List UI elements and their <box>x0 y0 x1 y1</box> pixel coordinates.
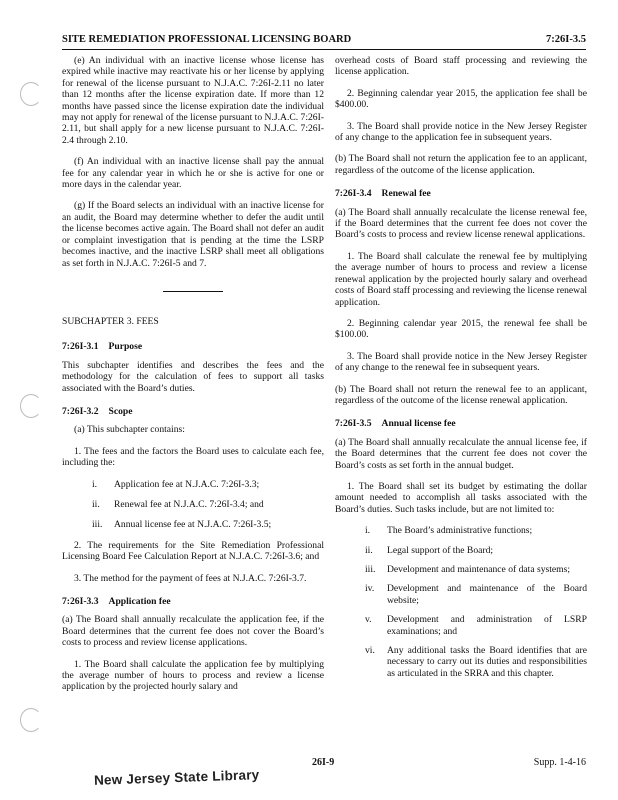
list-item <box>335 525 587 536</box>
list-item <box>62 499 324 510</box>
renewal-fee-a: (a) The Board shall annually recalculate the license renewal fee, if the Board determines that the current fee does not cover the Board’s costs to process and review license renewal applications. <box>335 206 587 241</box>
annual-fee-1: 1. The Board shall set its budget by estimating the dollar amount needed to accomplish all tasks associated with the Board’s duties. Such tasks include, but are not limited to: <box>335 480 587 515</box>
list-item <box>62 479 324 490</box>
section-heading-3-2 <box>62 406 324 417</box>
item-numeral: i. <box>365 525 371 537</box>
item-text: Development and maintenance of data systems; <box>387 564 571 575</box>
section-title: Purpose <box>108 341 143 353</box>
section-title: Annual license fee <box>381 418 456 430</box>
item-numeral: iii. <box>365 564 376 575</box>
application-fee-2: 2. Beginning calendar year 2015, the application fee shall be $400.00. <box>335 87 587 111</box>
list-item <box>335 614 587 637</box>
paragraph-g: (g) If the Board selects an individual with an inactive license for an audit, the Board may determine whether to defer the audit until the license becomes active again. The Board shall not defer an audit or complaint investigation that is pending at the time the LSRP becomes inactive, and the inactive LSRP shall meet all obligations as set forth in N.J.A.C. 7:26I-5 and 7. <box>62 200 324 269</box>
item-text: Legal support of the Board; <box>387 544 494 556</box>
paragraph-e: (e) An individual with an inactive license whose license has expired while inactive may reactivate his or her license by applying for renewal of the license pursuant to N.J.A.C. 7:26I-2.11 no later than 12 months after the license expiration date. If more than 12 months have passed since the license expiration date the individual may not apply for renewal of the license pursuant to N.J.A.C. 7:26I-2.11, but shall apply for a new license pursuant to N.J.A.C. 7:26I-2.4 through 2.10. <box>62 55 324 146</box>
list-item <box>335 583 587 606</box>
scope-1: 1. The fees and the factors the Board uses to calculate each fee, including the: <box>62 445 324 469</box>
item-numeral: iv. <box>365 583 375 595</box>
item-numeral: v. <box>365 614 372 626</box>
list-item <box>335 545 587 556</box>
item-numeral: iii. <box>92 519 103 531</box>
supplement-date: Supp. 1-4-16 <box>533 757 586 768</box>
running-header <box>62 33 586 50</box>
section-title: Scope <box>108 405 133 417</box>
renewal-fee-1: 1. The Board shall calculate the renewal fee by multiplying the average number of hours to process and review a license renewal application by the projected hourly salary and overhead costs of Board staff processing and reviewing the license renewal application. <box>335 250 587 308</box>
right-column <box>335 55 587 687</box>
punch-hole-mark <box>20 708 42 732</box>
list-item <box>62 519 324 530</box>
renewal-fee-2: 2. Beginning calendar year 2015, the renewal fee shall be $100.00. <box>335 317 587 341</box>
section-divider <box>163 291 223 292</box>
item-numeral: ii. <box>365 544 373 556</box>
scope-2: 2. The requirements for the Site Remediation Professional Licensing Board Fee Calculation Report at N.J.A.C. 7:26I-3.6; and <box>62 539 324 563</box>
renewal-fee-3: 3. The Board shall provide notice in the New Jersey Register of any change to the renewal fee in subsequent years. <box>335 350 587 374</box>
item-text: Development and administration of LSRP examinations; and <box>387 614 587 637</box>
item-text: Development and maintenance of the Board website; <box>387 583 587 606</box>
application-fee-3: 3. The Board shall provide notice in the New Jersey Register of any change to the application fee in subsequent years. <box>335 120 587 144</box>
scope-3: 3. The method for the payment of fees at N.J.A.C. 7:26I-3.7. <box>74 572 307 584</box>
application-fee-a: (a) The Board shall annually recalculate the application fee, if the Board determines that the current fee does not cover the Board’s costs to process and review license applications. <box>62 614 324 649</box>
paragraph-f: (f) An individual with an inactive license shall pay the annual fee for any calendar year in which he or she is active for one or more days in the calendar year. <box>62 156 324 191</box>
section-number: 7:26I-3.1 <box>62 341 99 353</box>
section-number: 7:26I-3.2 <box>62 405 99 417</box>
item-text: The Board’s administrative functions; <box>387 525 533 537</box>
section-heading-3-4 <box>335 188 587 199</box>
item-text: Any additional tasks the Board identifies that are necessary to carry out its duties and responsibilities as articulated in the SRRA and this chapter. <box>387 645 587 679</box>
section-heading-3-3 <box>62 596 324 607</box>
annual-fee-a: (a) The Board shall annually recalculate the annual license fee, if the Board determines that the current fee does not cover the Board’s costs as set forth in the annual budget. <box>335 436 587 471</box>
scope-a: (a) This subchapter contains: <box>74 424 185 436</box>
item-numeral: ii. <box>92 498 100 510</box>
subchapter-heading: SUBCHAPTER 3. FEES <box>62 315 159 327</box>
continued-text: overhead costs of Board staff processing and reviewing the license application. <box>335 55 587 78</box>
page-number: 26I-9 <box>312 757 335 768</box>
list-item <box>335 564 587 575</box>
header-section-number: 7:26I-3.5 <box>546 34 586 45</box>
purpose-text: This subchapter identifies and describes the fees and the methodology for the calculation of fees to support all tasks associated with the Board’s duties. <box>62 359 324 394</box>
item-numeral: vi. <box>365 645 375 657</box>
item-text: Renewal fee at N.J.A.C. 7:26I-3.4; and <box>114 498 264 510</box>
item-text: Application fee at N.J.A.C. 7:26I-3.3; <box>114 478 260 490</box>
section-number: 7:26I-3.3 <box>62 596 99 607</box>
page-footer <box>62 757 586 771</box>
section-heading-3-5 <box>335 418 587 429</box>
left-column <box>62 55 324 703</box>
item-text: Annual license fee at N.J.A.C. 7:26I-3.5; <box>114 519 272 531</box>
list-item <box>335 645 587 679</box>
punch-hole-mark <box>20 82 42 106</box>
section-title: Application fee <box>108 596 171 607</box>
library-stamp: New Jersey State Library <box>93 767 260 788</box>
section-heading-3-1 <box>62 341 324 352</box>
section-number: 7:26I-3.5 <box>335 418 372 430</box>
application-fee-1: 1. The Board shall calculate the application fee by multiplying the average number of hours to process and review a license application by the projected hourly salary and <box>62 658 324 693</box>
item-numeral: i. <box>92 478 98 490</box>
punch-hole-mark <box>20 394 42 418</box>
application-fee-b: (b) The Board shall not return the application fee to an applicant, regardless of the outcome of the license application. <box>335 153 587 176</box>
section-title: Renewal fee <box>381 188 431 200</box>
header-title: SITE REMEDIATION PROFESSIONAL LICENSING BOARD <box>62 34 352 45</box>
renewal-fee-b: (b) The Board shall not return the renewal fee to an applicant, regardless of the outcome of the license renewal application. <box>335 383 587 406</box>
section-number: 7:26I-3.4 <box>335 188 372 200</box>
